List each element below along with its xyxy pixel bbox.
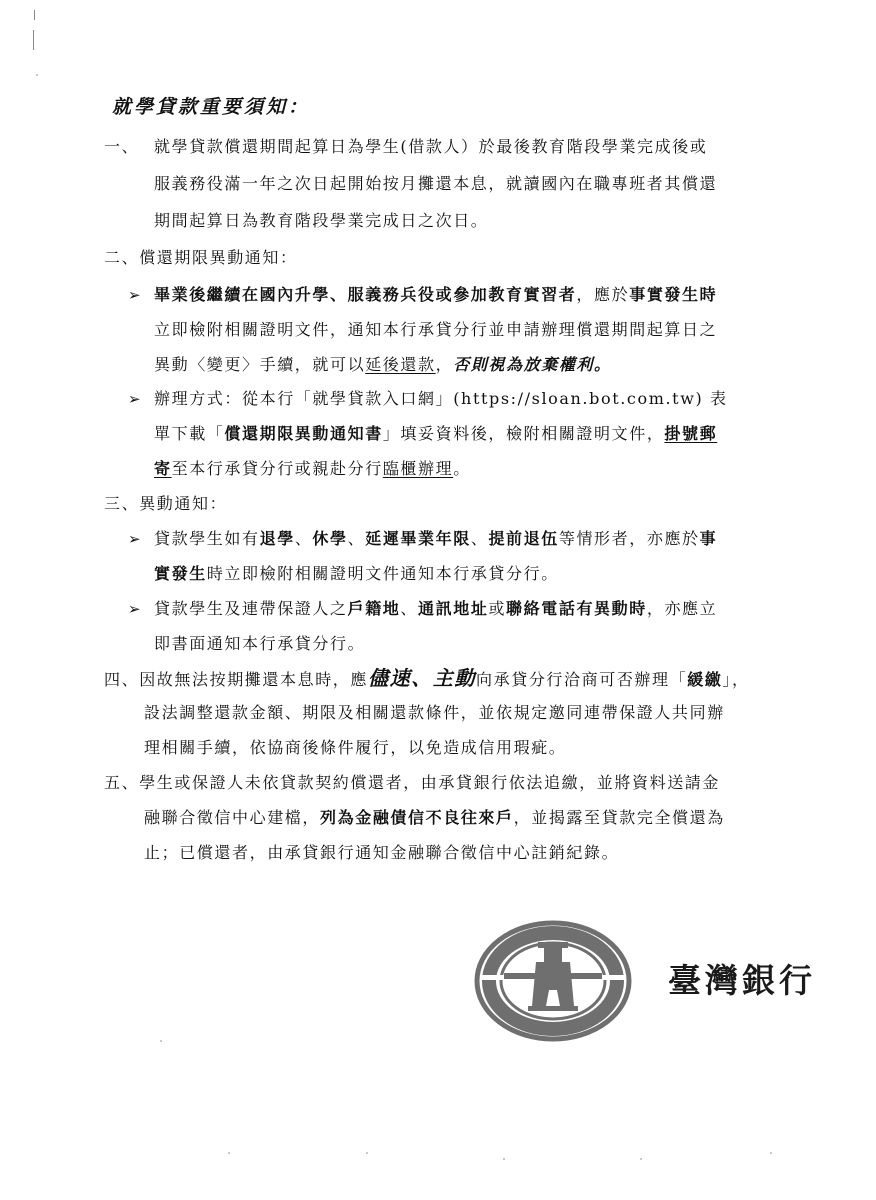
underlined-emphasis-text: 掛號郵 — [664, 424, 718, 443]
scan-speck — [228, 1152, 230, 1154]
plain-text: 貸款學生及連帶保證人之 — [154, 599, 348, 618]
section-4-line-3: 理相關手續，依協商後條件履行，以免造成信用瑕疵。 — [144, 738, 567, 757]
plain-text: 等情形者，亦應於 — [558, 529, 700, 548]
emphasis-text: 緩繳 — [687, 670, 723, 689]
emphasis-text: 提前退伍 — [488, 529, 559, 548]
plain-text: ，應於 — [576, 285, 630, 304]
bank-logo — [474, 920, 632, 1042]
section-3-bullet-2-line-1 — [154, 599, 717, 619]
underlined-text: 延後還款 — [365, 355, 436, 374]
emphasis-text: 聯絡電話有異動時 — [506, 599, 647, 618]
underlined-emphasis-text: 寄 — [154, 459, 172, 478]
emphasis-text: 休學 — [312, 529, 348, 548]
emphasis-text: 事實發生時 — [629, 285, 718, 304]
bullet-arrow-icon: ➢ — [128, 390, 141, 408]
document-title: 就學貸款重要須知： — [112, 96, 311, 118]
emphasis-text: 延遲畢業年限 — [365, 529, 471, 548]
emphasis-text: 退學 — [259, 529, 295, 548]
plain-text: 、 — [294, 529, 313, 548]
section-3-bullet-2-line-2: 即書面通知本行承貸分行。 — [154, 634, 366, 653]
plain-text: 、 — [470, 529, 489, 548]
plain-text: 、 — [400, 599, 419, 618]
scan-speck — [640, 1158, 642, 1160]
section-1-line-2: 服義務役滿一年之次日起開始按月攤還本息，就讀國內在職專班者其償還 — [154, 174, 718, 193]
section-2-bullet-1-line-2: 立即檢附相關證明文件，通知本行承貸分行並申請辦理償還期間起算日之 — [154, 320, 718, 339]
section-5-line-1: 五、學生或保證人未依貸款契約償還者，由承貸銀行依法追繳，並將資料送請金 — [104, 773, 721, 792]
plain-text: ，亦應立 — [646, 599, 718, 618]
scan-speck — [160, 1040, 162, 1042]
scan-speck — [503, 1158, 505, 1160]
bullet-arrow-icon: ➢ — [128, 530, 141, 548]
plain-text: 」填妥資料後，檢附相關證明文件， — [382, 424, 665, 443]
section-2-bullet-1-line-3 — [154, 355, 612, 375]
scan-speck — [366, 1152, 368, 1154]
underlined-text: 臨櫃辦理 — [382, 459, 454, 478]
emphasis-text: 實發生 — [154, 564, 207, 583]
plain-text: 單下載「 — [154, 424, 225, 443]
plain-text: 貸款學生如有 — [154, 529, 260, 548]
section-1-number: 一、 — [104, 137, 140, 156]
plain-text: 、 — [347, 529, 366, 548]
plain-text: 或 — [488, 599, 507, 618]
emphasis-text: 事 — [699, 529, 718, 548]
section-5-line-3: 止；已償還者，由承貸銀行通知金融聯合徵信中心註銷紀錄。 — [144, 843, 620, 862]
emphasis-text: 列為金融債信不良往來戶 — [320, 808, 514, 827]
section-2-bullet-1-line-1 — [154, 285, 717, 305]
emphasis-text: 戶籍地 — [347, 599, 401, 618]
plain-text: ， — [435, 355, 454, 374]
section-3-bullet-1-line-2 — [154, 564, 559, 584]
plain-text: 。 — [453, 459, 471, 478]
scan-mark — [33, 30, 34, 50]
section-3-bullet-1-line-1 — [154, 529, 717, 549]
scan-mark — [34, 10, 35, 20]
section-2-bullet-2-line-3 — [154, 459, 471, 479]
section-2-bullet-2-line-1: 辦理方式：從本行「就學貸款入口網」(https://sloan.bot.com.tw) 表 — [154, 389, 728, 408]
scan-speck — [770, 1152, 772, 1154]
plain-text: 四、因故無法按期攤還本息時，應 — [104, 670, 369, 689]
plain-text: 向承貸分行洽商可否辦理「 — [476, 670, 688, 689]
warning-text: 否則視為放棄權利。 — [453, 355, 612, 374]
emphasis-text: 儘速、主動 — [368, 666, 477, 690]
section-2-heading: 二、償還期限異動通知： — [104, 248, 298, 267]
form-name-text: 償還期限異動通知書 — [224, 424, 383, 443]
section-4-line-1 — [104, 668, 750, 690]
emphasis-text: 通訊地址 — [418, 599, 489, 618]
section-2-bullet-2-line-2 — [154, 424, 717, 444]
emphasis-text: 畢業後繼續在國內升學、服義務兵役或參加教育實習者 — [154, 285, 577, 304]
plain-text: 融聯合徵信中心建檔， — [144, 808, 321, 827]
plain-text: ，並揭露至貸款完全償還為 — [513, 808, 725, 827]
scan-speck — [36, 74, 38, 76]
section-4-line-2: 設法調整還款金額、期限及相關還款條件，並依規定邀同連帶保證人共同辦 — [144, 703, 725, 722]
bullet-arrow-icon: ➢ — [128, 600, 141, 618]
plain-text: 」， — [722, 670, 750, 689]
plain-text: 時立即檢附相關證明文件通知本行承貸分行。 — [206, 564, 559, 583]
plain-text: 異動〈變更〉手續，就可以 — [154, 355, 366, 374]
bank-coin-logo-icon — [474, 920, 632, 1042]
bank-name: 臺灣銀行 — [668, 961, 816, 1000]
section-5-line-2 — [144, 808, 725, 828]
section-3-heading: 三、異動通知： — [104, 494, 228, 513]
section-1-line-3: 期間起算日為教育階段學業完成日之次日。 — [154, 211, 489, 230]
section-1-line-1: 就學貸款償還期間起算日為學生(借款人）於最後教育階段學業完成後或 — [154, 137, 708, 156]
bullet-arrow-icon: ➢ — [128, 286, 141, 304]
plain-text: 至本行承貸分行或親赴分行 — [171, 459, 383, 478]
